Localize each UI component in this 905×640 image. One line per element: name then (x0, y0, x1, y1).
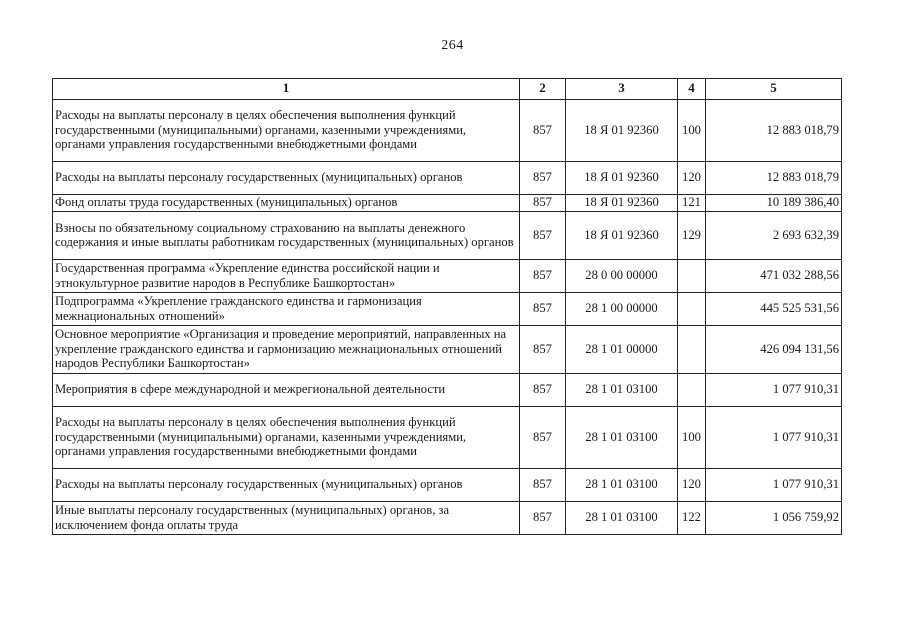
row-target-code: 28 1 01 03100 (566, 469, 678, 502)
col-header-4: 4 (678, 79, 706, 100)
row-amount: 1 077 910,31 (706, 407, 842, 469)
row-description: Подпрограмма «Укрепление гражданского единства и гармонизация межнациональных отношений» (53, 293, 520, 326)
row-amount: 2 693 632,39 (706, 212, 842, 260)
row-amount: 1 056 759,92 (706, 502, 842, 535)
row-target-code: 28 1 01 00000 (566, 326, 678, 374)
row-expense-type: 121 (678, 195, 706, 212)
table-row (53, 469, 842, 502)
row-description: Расходы на выплаты персоналу в целях обеспечения выполнения функций государственными (муниципальными) органами, казенными учреждениями, органами управления государственными внебюджетными фондами (53, 100, 520, 162)
row-description: Расходы на выплаты персоналу государственных (муниципальных) органов (53, 162, 520, 195)
row-amount: 10 189 386,40 (706, 195, 842, 212)
row-description: Государственная программа «Укрепление единства российской нации и этнокультурное развитие народов в Республике Башкортостан» (53, 260, 520, 293)
row-expense-type (678, 326, 706, 374)
row-description: Иные выплаты персоналу государственных (муниципальных) органов, за исключением фонда оплаты труда (53, 502, 520, 535)
row-target-code: 18 Я 01 92360 (566, 162, 678, 195)
row-expense-type: 120 (678, 469, 706, 502)
row-amount: 426 094 131,56 (706, 326, 842, 374)
table-row (53, 293, 842, 326)
col-header-3: 3 (566, 79, 678, 100)
table-row (53, 374, 842, 407)
row-expense-type: 100 (678, 100, 706, 162)
row-expense-type (678, 374, 706, 407)
row-description: Взносы по обязательному социальному страхованию на выплаты денежного содержания и иные выплаты работникам государственных (муниципальных) органов (53, 212, 520, 260)
row-target-code: 28 1 01 03100 (566, 407, 678, 469)
row-expense-type (678, 260, 706, 293)
row-ministry-code: 857 (520, 374, 566, 407)
table-row (53, 502, 842, 535)
row-ministry-code: 857 (520, 212, 566, 260)
row-expense-type (678, 293, 706, 326)
row-ministry-code: 857 (520, 100, 566, 162)
row-expense-type: 122 (678, 502, 706, 535)
header-row (53, 79, 842, 100)
row-target-code: 18 Я 01 92360 (566, 212, 678, 260)
row-target-code: 28 0 00 00000 (566, 260, 678, 293)
row-target-code: 28 1 01 03100 (566, 502, 678, 535)
row-target-code: 18 Я 01 92360 (566, 100, 678, 162)
col-header-1: 1 (53, 79, 520, 100)
row-amount: 12 883 018,79 (706, 162, 842, 195)
row-ministry-code: 857 (520, 293, 566, 326)
row-target-code: 28 1 01 03100 (566, 374, 678, 407)
table-row (53, 162, 842, 195)
row-description: Мероприятия в сфере международной и межрегиональной деятельности (53, 374, 520, 407)
row-ministry-code: 857 (520, 260, 566, 293)
table-row (53, 212, 842, 260)
row-ministry-code: 857 (520, 326, 566, 374)
row-ministry-code: 857 (520, 469, 566, 502)
row-expense-type: 129 (678, 212, 706, 260)
table-row (53, 195, 842, 212)
row-amount: 445 525 531,56 (706, 293, 842, 326)
col-header-5: 5 (706, 79, 842, 100)
row-amount: 471 032 288,56 (706, 260, 842, 293)
row-expense-type: 100 (678, 407, 706, 469)
row-description: Расходы на выплаты персоналу в целях обеспечения выполнения функций государственными (муниципальными) органами, казенными учреждениями, органами управления государственными внебюджетными фондами (53, 407, 520, 469)
row-expense-type: 120 (678, 162, 706, 195)
row-target-code: 18 Я 01 92360 (566, 195, 678, 212)
row-amount: 12 883 018,79 (706, 100, 842, 162)
row-description: Расходы на выплаты персоналу государственных (муниципальных) органов (53, 469, 520, 502)
row-target-code: 28 1 00 00000 (566, 293, 678, 326)
table-row (53, 260, 842, 293)
col-header-2: 2 (520, 79, 566, 100)
row-amount: 1 077 910,31 (706, 374, 842, 407)
row-description: Основное мероприятие «Организация и проведение мероприятий, направленных на укрепление гражданского единства и гармонизацию межнациональных отношений народов Республики Башкортостан» (53, 326, 520, 374)
row-ministry-code: 857 (520, 407, 566, 469)
row-ministry-code: 857 (520, 162, 566, 195)
row-description: Фонд оплаты труда государственных (муниципальных) органов (53, 195, 520, 212)
table-row (53, 100, 842, 162)
row-ministry-code: 857 (520, 195, 566, 212)
page-number: 264 (441, 38, 464, 53)
table-row (53, 407, 842, 469)
budget-table (52, 78, 842, 535)
row-ministry-code: 857 (520, 502, 566, 535)
table-row (53, 326, 842, 374)
row-amount: 1 077 910,31 (706, 469, 842, 502)
